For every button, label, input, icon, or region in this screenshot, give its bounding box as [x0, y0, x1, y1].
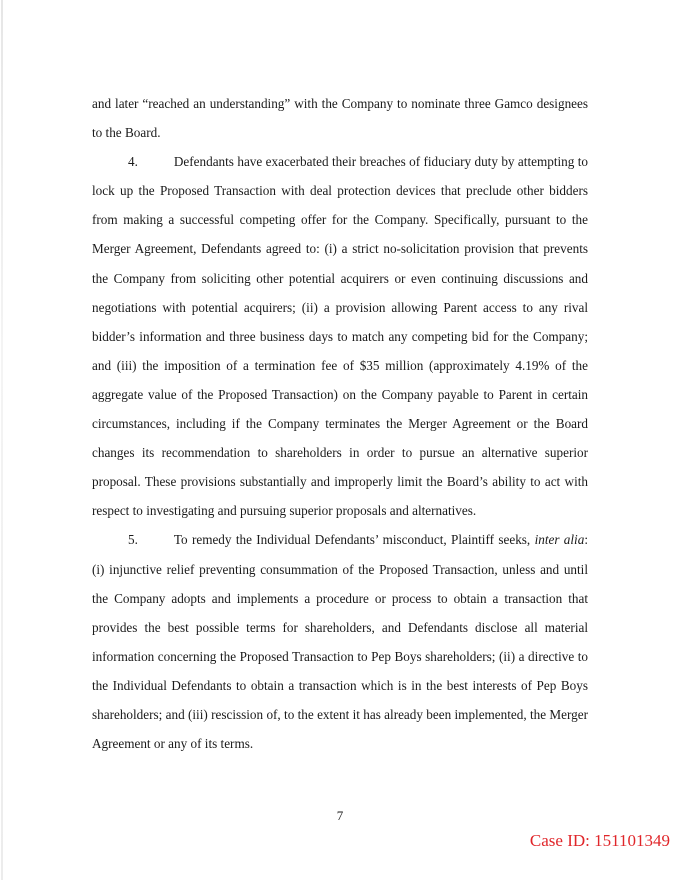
paragraph-4-text: Defendants have exacerbated their breaches of fiduciary duty by attempting to lock up the Proposed Transaction with deal protection devices that preclude other bidders from making a successful competing offer for the Company. Specifically, pursuant to the Merger Agreement, Defendants agreed to: (i) a strict no-solicitation provision that prevents the Company from soliciting other potential acquirers or even continuing discussions and negotiations with potential acquirers; (ii) a provision allowing Parent access to any rival bidder’s information and three business days to match any competing bid for the Company; and (iii) the imposition of a termination fee of $35 million (approximately 4.19% of the aggregate value of the Proposed Transaction) on the Company payable to Parent in certain circumstances, including if the Company terminates the Merger Agreement or the Board changes its recommendation to shareholders in order to pursue an alternative superior proposal. These provisions substantially and improperly limit the Board’s ability to act with respect to investigating and pursuing superior proposals and alternatives.	[92, 154, 588, 519]
paragraph-5	[92, 525, 588, 758]
paragraph-5-number: 5.	[128, 532, 138, 548]
continuation-text: and later “reached an understanding” with the Company to nominate three Gamco designees to the Board.	[92, 96, 588, 141]
page-number: 7	[336, 808, 344, 823]
continuation-paragraph	[92, 89, 588, 147]
scan-edge-line	[1, 0, 3, 880]
paragraph-4-number: 4.	[128, 154, 138, 170]
paragraph-4	[92, 147, 588, 525]
paragraph-5-text-start: To remedy the Individual Defendants’ misconduct, Plaintiff seeks,	[173, 532, 531, 548]
document-body	[92, 89, 588, 758]
paragraph-5-text-end: : (i) injunctive relief preventing consummation of the Proposed Transaction, unless and until the Company adopts and implements a procedure or process to obtain a transaction that provides the best possible terms for shareholders, and Defendants disclose all material information concerning the Proposed Transaction to Pep Boys shareholders; (ii) a directive to the Individual Defendants to obtain a transaction which is in the best interests of Pep Boys shareholders; and (iii) rescission of, to the extent it has already been implemented, the Merger Agreement or any of its terms.	[92, 532, 588, 752]
paragraph-5-italic-term: inter alia	[534, 532, 585, 548]
case-id-stamp: Case ID: 151101349	[529, 831, 670, 850]
